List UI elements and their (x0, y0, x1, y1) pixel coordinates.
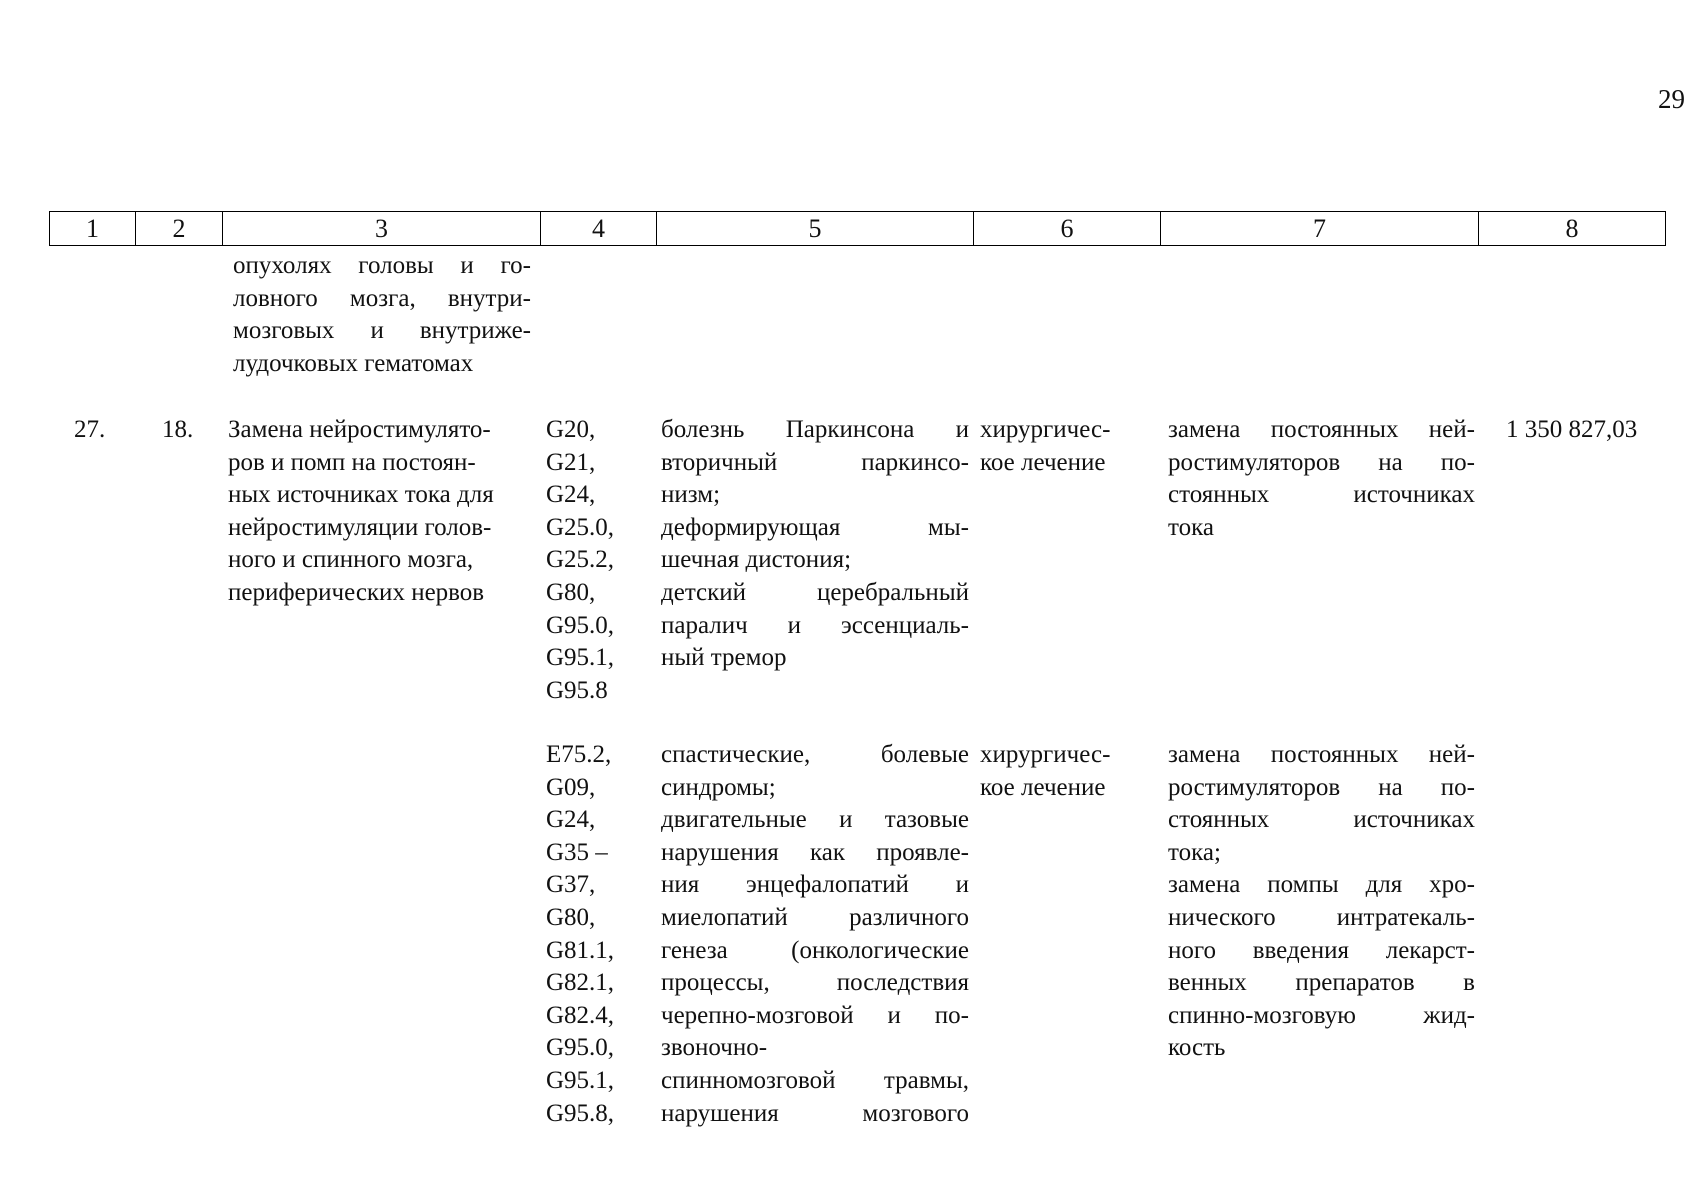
icd-code: G95.8 (546, 676, 608, 704)
text-line: стоянных источниках (1168, 806, 1475, 834)
text-line: процессы, последствия (661, 969, 969, 997)
text-line: ных источниках тока для (228, 481, 494, 509)
treatment-method (1168, 414, 1475, 544)
text-line: замена постоянных ней- (1168, 416, 1475, 443)
text-line: генеза (онкологические (661, 936, 969, 964)
text-line: хирургичес- (980, 416, 1111, 443)
text-line: периферических нервов (228, 578, 485, 606)
icd-code: G24, (546, 481, 596, 509)
icd-code: G35 – (546, 838, 608, 866)
column-header: 6 (974, 212, 1161, 246)
diagnosis-text (661, 414, 969, 675)
text-line: замена помпы для хро- (1168, 871, 1475, 899)
icd-code: G95.1, (546, 644, 615, 672)
text-line: тока; (1168, 838, 1221, 866)
treatment-type (980, 739, 1110, 804)
text-line: венных препаратов в (1168, 969, 1475, 997)
page-number: 29 (1658, 84, 1685, 114)
subgroup-number: 18. (162, 416, 194, 443)
text-line: ров и помп на постоян- (228, 448, 476, 476)
text-line: ростимуляторов на по- (1168, 448, 1475, 476)
icd-code: G25.0, (546, 513, 615, 541)
treatment-type (980, 414, 1110, 479)
intervention-name (228, 414, 534, 610)
text-line: вторичный паркинсо- (661, 448, 969, 476)
diagnosis-text (661, 739, 969, 1130)
text-line: ния энцефалопатий и (661, 871, 969, 899)
text-line: спинно-мозговую жид- (1168, 1001, 1475, 1029)
text-line: нарушения как проявле- (661, 838, 969, 866)
icd-code: G81.1, (546, 936, 615, 964)
text-line: звоночно- (661, 1034, 768, 1062)
text-line: спастические, болевые (661, 741, 969, 768)
text-line: спинномозговой травмы, (661, 1066, 969, 1094)
icd-code: G24, (546, 806, 596, 834)
icd-code: G95.0, (546, 611, 615, 639)
text-line: кое лечение (980, 773, 1106, 801)
text-line: синдромы; (661, 773, 776, 801)
text-line: стоянных источниках (1168, 481, 1475, 509)
icd-code: G20, (546, 416, 596, 443)
column-header: 2 (136, 212, 223, 246)
text-line: болезнь Паркинсона и (661, 416, 969, 443)
icd-code: G80, (546, 903, 596, 931)
text-line: нического интратекаль- (1168, 903, 1475, 931)
icd-code: G09, (546, 773, 596, 801)
text-line: хирургичес- (980, 741, 1111, 768)
text-line: паралич и эссенциаль- (661, 611, 969, 639)
text-line: двигательные и тазовые (661, 806, 969, 834)
column-header: 4 (541, 212, 657, 246)
row-number: 27. (74, 416, 106, 443)
column-header: 8 (1479, 212, 1666, 246)
icd-code: G82.4, (546, 1001, 615, 1029)
text-line: лудочковых гематомах (233, 349, 474, 377)
text-line: шечная дистония; (661, 546, 852, 574)
text-line: детский церебральный (661, 578, 969, 606)
text-line: мозговых и внутриже- (233, 317, 531, 345)
column-header: 1 (50, 212, 136, 246)
treatment-method (1168, 739, 1475, 1065)
icd-code: G95.8, (546, 1099, 615, 1127)
icd-codes (546, 414, 614, 707)
text-line: низм; (661, 481, 721, 509)
column-header-row (50, 212, 1666, 246)
icd-code: G21, (546, 448, 596, 476)
text-line: Замена нейростимулято- (228, 416, 491, 443)
text-line: черепно-мозговой и по- (661, 1001, 969, 1029)
icd-code: G37, (546, 871, 596, 899)
icd-code: G25.2, (546, 546, 615, 574)
standard-cost: 1 350 827,03 (1506, 416, 1638, 443)
icd-code: G95.1, (546, 1066, 615, 1094)
text-line: ловного мозга, внутри- (233, 284, 531, 312)
icd-codes (546, 739, 614, 1130)
text-line: ростимуляторов на по- (1168, 773, 1475, 801)
text-line: ного введения лекарст- (1168, 936, 1475, 964)
column-header-table (49, 211, 1666, 246)
icd-code: E75.2, (546, 741, 612, 768)
text-line: ного и спинного мозга, (228, 546, 474, 574)
text-line: ный тремор (661, 644, 787, 672)
icd-code: G80, (546, 578, 596, 606)
text-line: кое лечение (980, 448, 1106, 476)
text-line: опухолях головы и го- (233, 252, 531, 279)
text-line: замена постоянных ней- (1168, 741, 1475, 768)
text-line: тока (1168, 513, 1214, 541)
icd-code: G82.1, (546, 969, 615, 997)
column-header: 3 (223, 212, 541, 246)
text-line: миелопатий различного (661, 903, 969, 931)
continuation-col3-text (233, 250, 531, 380)
column-header: 5 (657, 212, 974, 246)
text-line: нейростимуляции голов- (228, 513, 492, 541)
column-header: 7 (1161, 212, 1479, 246)
text-line: кость (1168, 1034, 1226, 1062)
text-line: нарушения мозгового (661, 1099, 969, 1127)
icd-code: G95.0, (546, 1034, 615, 1062)
text-line: деформирующая мы- (661, 513, 969, 541)
